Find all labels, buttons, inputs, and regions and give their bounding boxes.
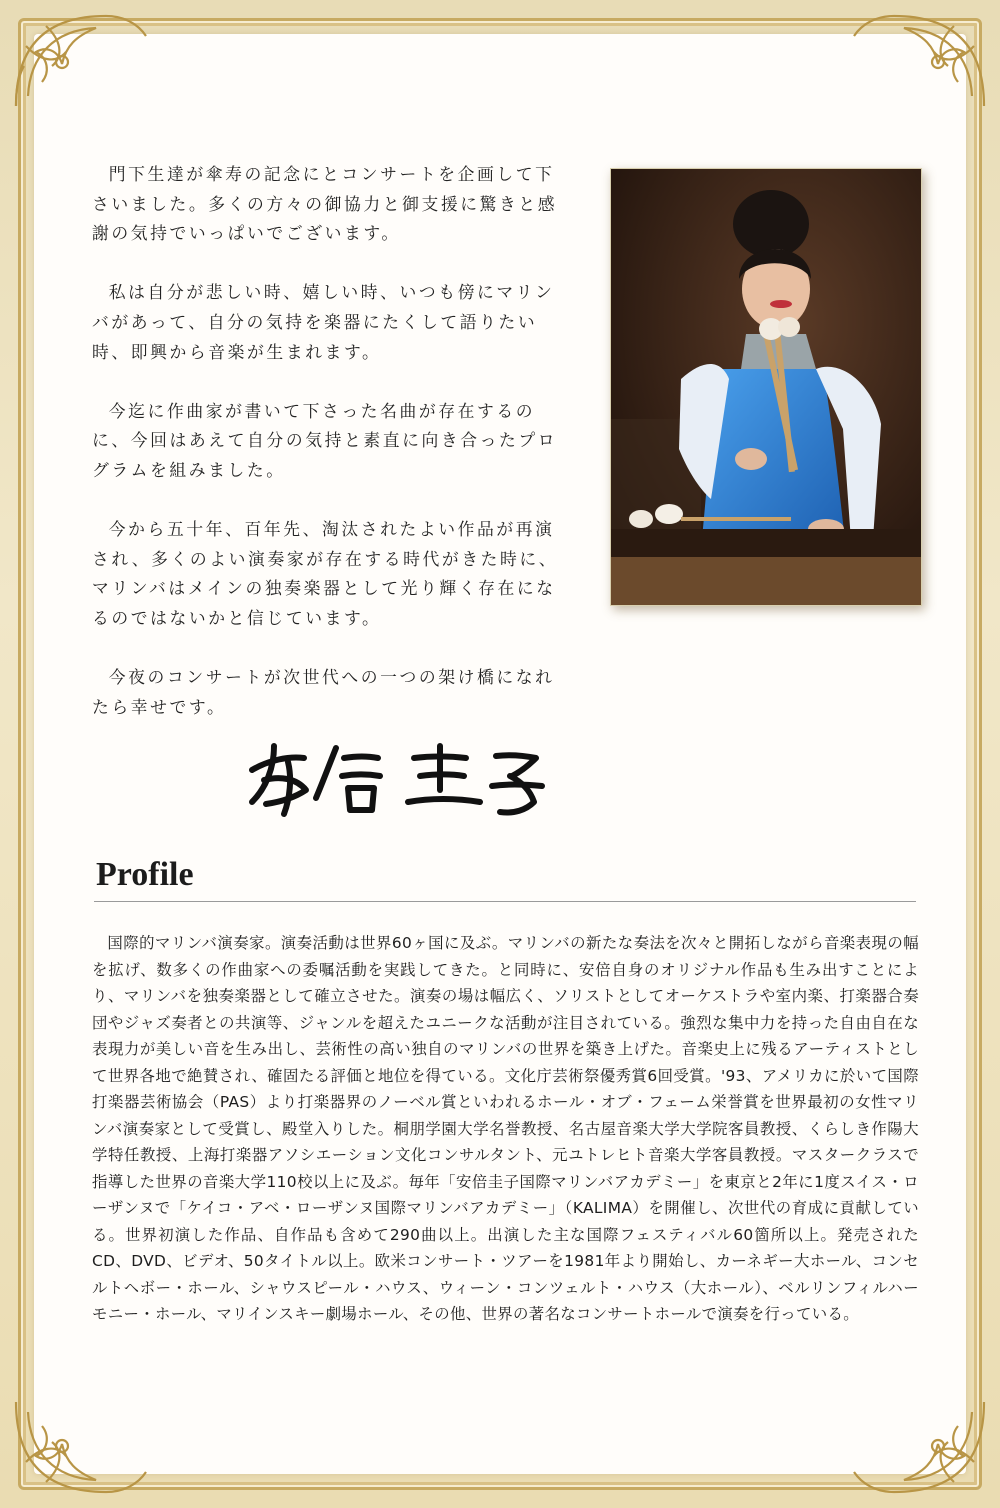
profile-title: Profile — [96, 856, 194, 893]
message-paragraph: 私は自分が悲しい時、嬉しい時、いつも傍にマリンバがあって、自分の気持を楽器にたくして語りたい時、即興から音楽が生まれます。 — [92, 282, 555, 362]
ornament-corner-bottom-right — [844, 1392, 994, 1502]
message-paragraph: 今から五十年、百年先、淘汰されたよい作品が再演され、多くのよい演奏家が存在する時代がきた時に、マリンバはメインの独奏楽器として光り輝く存在になるのではないかと信じています。 — [92, 519, 559, 628]
message-paragraph: 門下生達が傘寿の記念にとコンサートを企画して下さいました。多くの方々の御協力と御支援に驚きと感謝の気持でいっぱいでございます。 — [92, 164, 558, 244]
ornament-corner-bottom-left — [6, 1392, 156, 1502]
greeting-message — [92, 160, 562, 752]
profile-body: 国際的マリンバ演奏家。演奏活動は世界60ヶ国に及ぶ。マリンバの新たな奏法を次々と開拓しながら音楽表現の幅を拡げ、数多くの作曲家への委嘱活動を実践してきた。と同時に、安倍自身のオリジナル作品も生み出すことにより、マリンバを独奏楽器として確立させた。演奏の場は幅広く、ソリストとしてオーケストラや室内楽、打楽器合奏団やジャズ奏者との共演等、ジャンルを超えたユニークな活動が注目されている。強烈な集中力を持った自由自在な表現力が美しい音を生み出し、芸術性の高い独自のマリンバの世界を築き上げた。音楽史上に残るアーティストとして世界各地で絶賛され、確固たる評価と地位を得ている。文化庁芸術祭優秀賞6回受賞。'93、アメリカに於いて国際打楽器芸術協会（PAS）より打楽器界のノーベル賞といわれるホール・オブ・フェーム栄誉賞を世界最初の女性マリンバ演奏家として受賞し、殿堂入りした。桐朋学園大学名誉教授、名古屋音楽大学大学院客員教授、くらしき作陽大学特任教授、上海打楽器アソシエーション文化コンサルタント、元ユトレヒト音楽大学客員教授。マスタークラスで指導した世界の音楽大学110校以上に及ぶ。毎年「安倍圭子国際マリンバアカデミー」を東京と2年に1度スイス・ローザンヌで「ケイコ・アベ・ローザンヌ国際マリンバアカデミー」（KALIMA）を開催し、次世代の育成に貢献している。世界初演した作品、自作品も含めて290曲以上。出演した主な国際フェスティバル60箇所以上。発売されたCD、DVD、ビデオ、50タイトル以上。欧米コンサート・ツアーを1981年より開始し、カーネギー大ホール、コンセルトヘボー・ホール、シャウスピール・ハウス、ウィーン・コンツェルト・ハウス（大ホール）、ベルリンフィルハーモニー・ホール、マリインスキー劇場ホール、その他、世界の著名なコンサートホールで演奏を行っている。 — [92, 934, 919, 1323]
portrait-photo — [611, 169, 921, 605]
signature — [244, 728, 554, 824]
portrait-photo-frame — [610, 168, 922, 606]
ornament-corner-top-right — [844, 6, 994, 116]
message-paragraph: 今夜のコンサートが次世代への一つの架け橋になれたら幸せです。 — [92, 667, 555, 717]
message-paragraph: 今迄に作曲家が書いて下さった名曲が存在するのに、今回はあえて自分の気持と素直に向き合ったプログラムを組みました。 — [92, 400, 558, 480]
profile-divider — [94, 901, 916, 902]
ornament-corner-top-left — [6, 6, 156, 116]
